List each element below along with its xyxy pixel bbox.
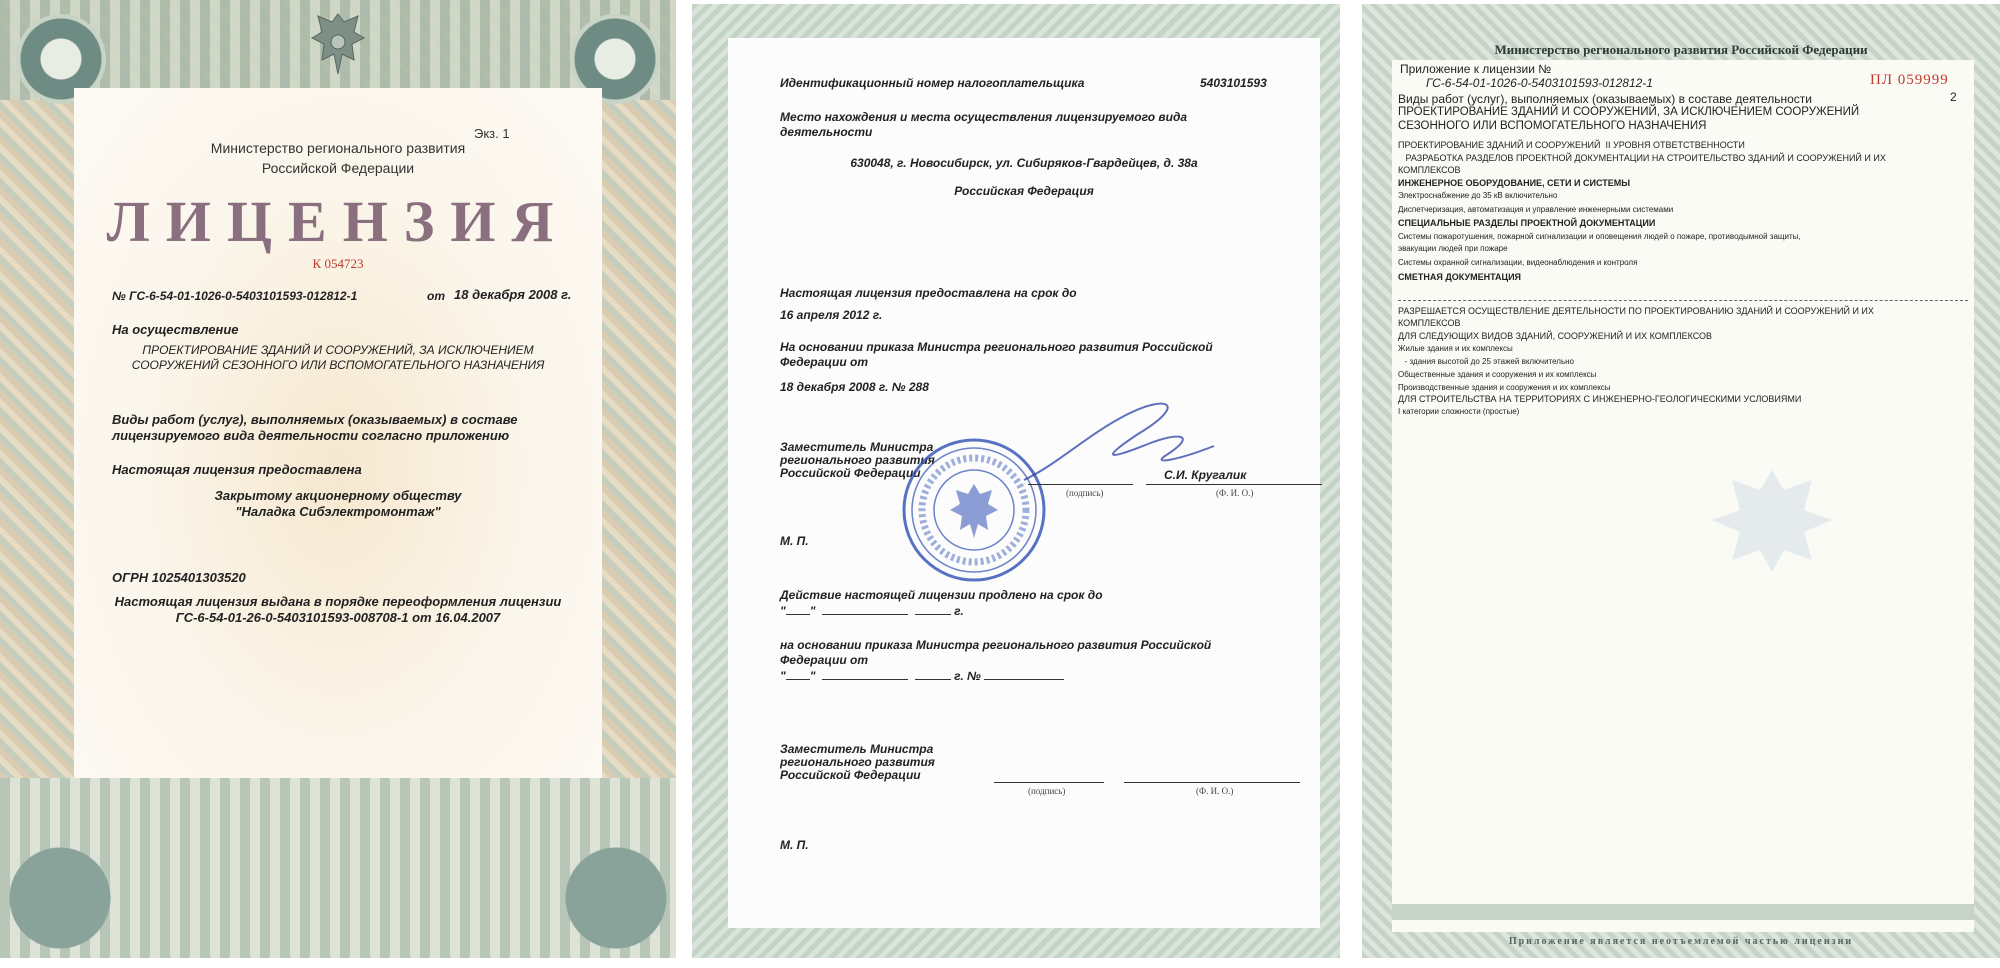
year-suffix: г.	[954, 604, 964, 618]
basis2-line2: Федерации от	[780, 653, 869, 667]
date-from-label: от	[427, 289, 445, 303]
name-line	[1146, 484, 1322, 485]
document-title: ЛИЦЕНЗИЯ	[106, 189, 570, 254]
work-item: Электроснабжение до 35 кВ включительно	[1398, 191, 1558, 200]
granted-label: Настоящая лицензия предоставлена	[112, 462, 362, 477]
signer-name: С.И. Кругалик	[1164, 468, 1247, 482]
num-sign: г. №	[954, 669, 981, 683]
reissue-line1: Настоящая лицензия выдана в порядке переоформления лицензии	[114, 594, 562, 609]
appendix-footer: Приложение является неотъемлемой частью лицензии	[1508, 936, 1854, 947]
works-line2: лицензируемого вида деятельности согласно приложению	[112, 428, 510, 443]
holder-line1: Закрытому акционерному обществу	[214, 488, 462, 503]
permission-item: Общественные здания и сооружения и их комплексы	[1398, 370, 1597, 379]
work-item: Системы охранной сигнализации, видеонаблюдения и контроля	[1398, 258, 1638, 267]
country: Российская Федерация	[954, 184, 1094, 198]
basis2-date-blank: " " г. №	[780, 669, 1064, 683]
ministry-line2: Российской Федерации	[261, 160, 415, 176]
extended-date-blank: " " г.	[780, 604, 964, 618]
license-number: № ГС-6-54-01-1026-0-5403101593-012812-1	[112, 289, 358, 303]
deputy2-line1: Заместитель Министра	[780, 742, 934, 756]
appendix-activity-line2: СЕЗОННОГО ИЛИ ВСПОМОГАТЕЛЬНОГО НАЗНАЧЕНИЯ	[1398, 120, 1707, 132]
holder-line2: "Наладка Сибэлектромонтаж"	[235, 504, 441, 519]
appendix-footer-band	[1392, 904, 1974, 920]
work-items-list	[1398, 140, 1968, 284]
activity-label: На осуществление	[112, 322, 239, 337]
work-item: СМЕТНАЯ ДОКУМЕНТАЦИЯ	[1398, 272, 1522, 282]
work-item: КОМПЛЕКСОВ	[1398, 165, 1461, 175]
serial-number: К 054723	[312, 256, 364, 271]
ornament-bottom-band	[0, 778, 676, 958]
signature-line	[1028, 484, 1133, 485]
caption-signature: (подпись)	[1066, 488, 1104, 498]
front-content-area	[74, 88, 602, 778]
extended-label: Действие настоящей лицензии продлено на срок до	[780, 588, 1103, 602]
caption-name: (Ф. И. О.)	[1216, 488, 1254, 498]
order-ref: 18 декабря 2008 г. № 288	[780, 380, 929, 394]
back-content-area	[728, 38, 1320, 928]
work-item: эвакуации людей при пожаре	[1398, 244, 1508, 253]
permission-item: Производственные здания и сооружения и их комплексы	[1398, 383, 1611, 392]
stamp-place-label-2: М. П.	[780, 838, 809, 852]
reissue-line2: ГС-6-54-01-26-0-5403101593-008708-1 от 16.04.2007	[175, 610, 501, 625]
term-label: Настоящая лицензия предоставлена на срок до	[780, 286, 1077, 300]
appendix-serial: ПЛ 059999	[1870, 72, 1949, 88]
deputy-line3: Российской Федерации	[780, 466, 921, 480]
basis2-line1: на основании приказа Министра регионального развития Российской	[780, 638, 1212, 652]
permission-item: I категории сложности (простые)	[1398, 407, 1520, 416]
work-item: Диспетчеризация, автоматизация и управление инженерными системами	[1398, 205, 1674, 214]
work-item: СПЕЦИАЛЬНЫЕ РАЗДЕЛЫ ПРОЕКТНОЙ ДОКУМЕНТАЦИИ	[1398, 218, 1656, 228]
location-line1: Место нахождения и места осуществления лицензируемого вида	[780, 110, 1188, 124]
permission-item: Жилые здания и их комплексы	[1398, 344, 1513, 353]
coat-of-arms-eagle-icon	[308, 8, 368, 80]
license-page-front	[0, 0, 676, 958]
location-line2: деятельности	[780, 125, 873, 139]
appendix-license-number: ГС-6-54-01-1026-0-5403101593-012812-1	[1426, 76, 1653, 90]
permission-item: ДЛЯ СТРОИТЕЛЬСТВА НА ТЕРРИТОРИЯХ С ИНЖЕНЕРНО-ГЕОЛОГИЧЕСКИМИ УСЛОВИЯМИ	[1398, 394, 1802, 404]
work-item: ИНЖЕНЕРНОЕ ОБОРУДОВАНИЕ, СЕТИ И СИСТЕМЫ	[1398, 178, 1631, 188]
ministry-line1: Министерство регионального развития	[210, 140, 466, 156]
work-item: РАЗРАБОТКА РАЗДЕЛОВ ПРОЕКТНОЙ ДОКУМЕНТАЦИИ НА СТРОИТЕЛЬСТВО ЗДАНИЙ И СООРУЖЕНИЙ И ИХ	[1398, 153, 1886, 163]
address: 630048, г. Новосибирск, ул. Сибиряков-Гвардейцев, д. 38а	[850, 156, 1198, 170]
caption-name-2: (Ф. И. О.)	[1196, 786, 1234, 796]
activity-line2: СООРУЖЕНИЙ СЕЗОННОГО ИЛИ ВСПОМОГАТЕЛЬНОГО НАЗНАЧЕНИЯ	[131, 358, 545, 372]
permission-item: ДЛЯ СЛЕДУЮЩИХ ВИДОВ ЗДАНИЙ, СООРУЖЕНИЙ И ИХ КОМПЛЕКСОВ	[1398, 331, 1713, 341]
deputy2-line3: Российской Федерации	[780, 768, 921, 782]
watermark-emblem-icon	[1692, 460, 1852, 580]
permission-item: - здания высотой до 25 этажей включительно	[1398, 357, 1574, 366]
signature-line-2	[994, 782, 1104, 783]
works-header: Виды работ (услуг), выполняемых (оказываемых) в составе деятельности	[1398, 92, 1812, 106]
work-item: Системы пожаротушения, пожарной сигнализации и оповещения людей о пожаре, противодымной защиты,	[1398, 232, 1801, 241]
permission-item: КОМПЛЕКСОВ	[1398, 318, 1461, 328]
appendix-activity-line1: ПРОЕКТИРОВАНИЕ ЗДАНИЙ И СООРУЖЕНИЙ, ЗА ИСКЛЮЧЕНИЕМ СООРУЖЕНИЙ	[1398, 106, 1860, 118]
inn-value: 5403101593	[1200, 76, 1267, 90]
license-page-back	[692, 4, 1340, 958]
name-line-2	[1124, 782, 1300, 783]
appendix-content-area	[1392, 60, 1974, 932]
ogrn: ОГРН 1025401303520	[112, 570, 246, 585]
permission-item: РАЗРЕШАЕТСЯ ОСУЩЕСТВЛЕНИЕ ДЕЯТЕЛЬНОСТИ ПО ПРОЕКТИРОВАНИЮ ЗДАНИЙ И СООРУЖЕНИЙ И ИХ	[1398, 306, 1874, 316]
works-line1: Виды работ (услуг), выполняемых (оказываемых) в составе	[112, 412, 518, 427]
activity-line1: ПРОЕКТИРОВАНИЕ ЗДАНИЙ И СООРУЖЕНИЙ, ЗА ИСКЛЮЧЕНИЕМ	[142, 343, 534, 357]
caption-signature-2: (подпись)	[1028, 786, 1066, 796]
copy-label: Экз. 1	[474, 126, 510, 141]
section-divider	[1398, 300, 1968, 301]
appendix-label: Приложение к лицензии №	[1400, 62, 1552, 76]
inn-label: Идентификационный номер налогоплательщика	[780, 76, 1085, 90]
page-number: 2	[1950, 90, 1957, 104]
work-item: ПРОЕКТИРОВАНИЕ ЗДАНИЙ И СООРУЖЕНИЙ II УРОВНЯ ОТВЕТСТВЕННОСТИ	[1398, 140, 1745, 150]
basis-line2: Федерации от	[780, 355, 869, 369]
term-date: 16 апреля 2012 г.	[780, 308, 883, 322]
basis-line1: На основании приказа Министра регионального развития Российской	[780, 340, 1213, 354]
stamp-place-label: М. П.	[780, 534, 809, 548]
license-date: 18 декабря 2008 г.	[454, 287, 572, 302]
appendix-ministry: Министерство регионального развития Российской Федерации	[1494, 42, 1868, 57]
license-appendix-page	[1362, 4, 2000, 958]
deputy2-line2: регионального развития	[780, 755, 935, 769]
deputy-line2: регионального развития	[780, 453, 935, 467]
deputy-line1: Заместитель Министра	[780, 440, 934, 454]
permission-list	[1398, 306, 1968, 419]
